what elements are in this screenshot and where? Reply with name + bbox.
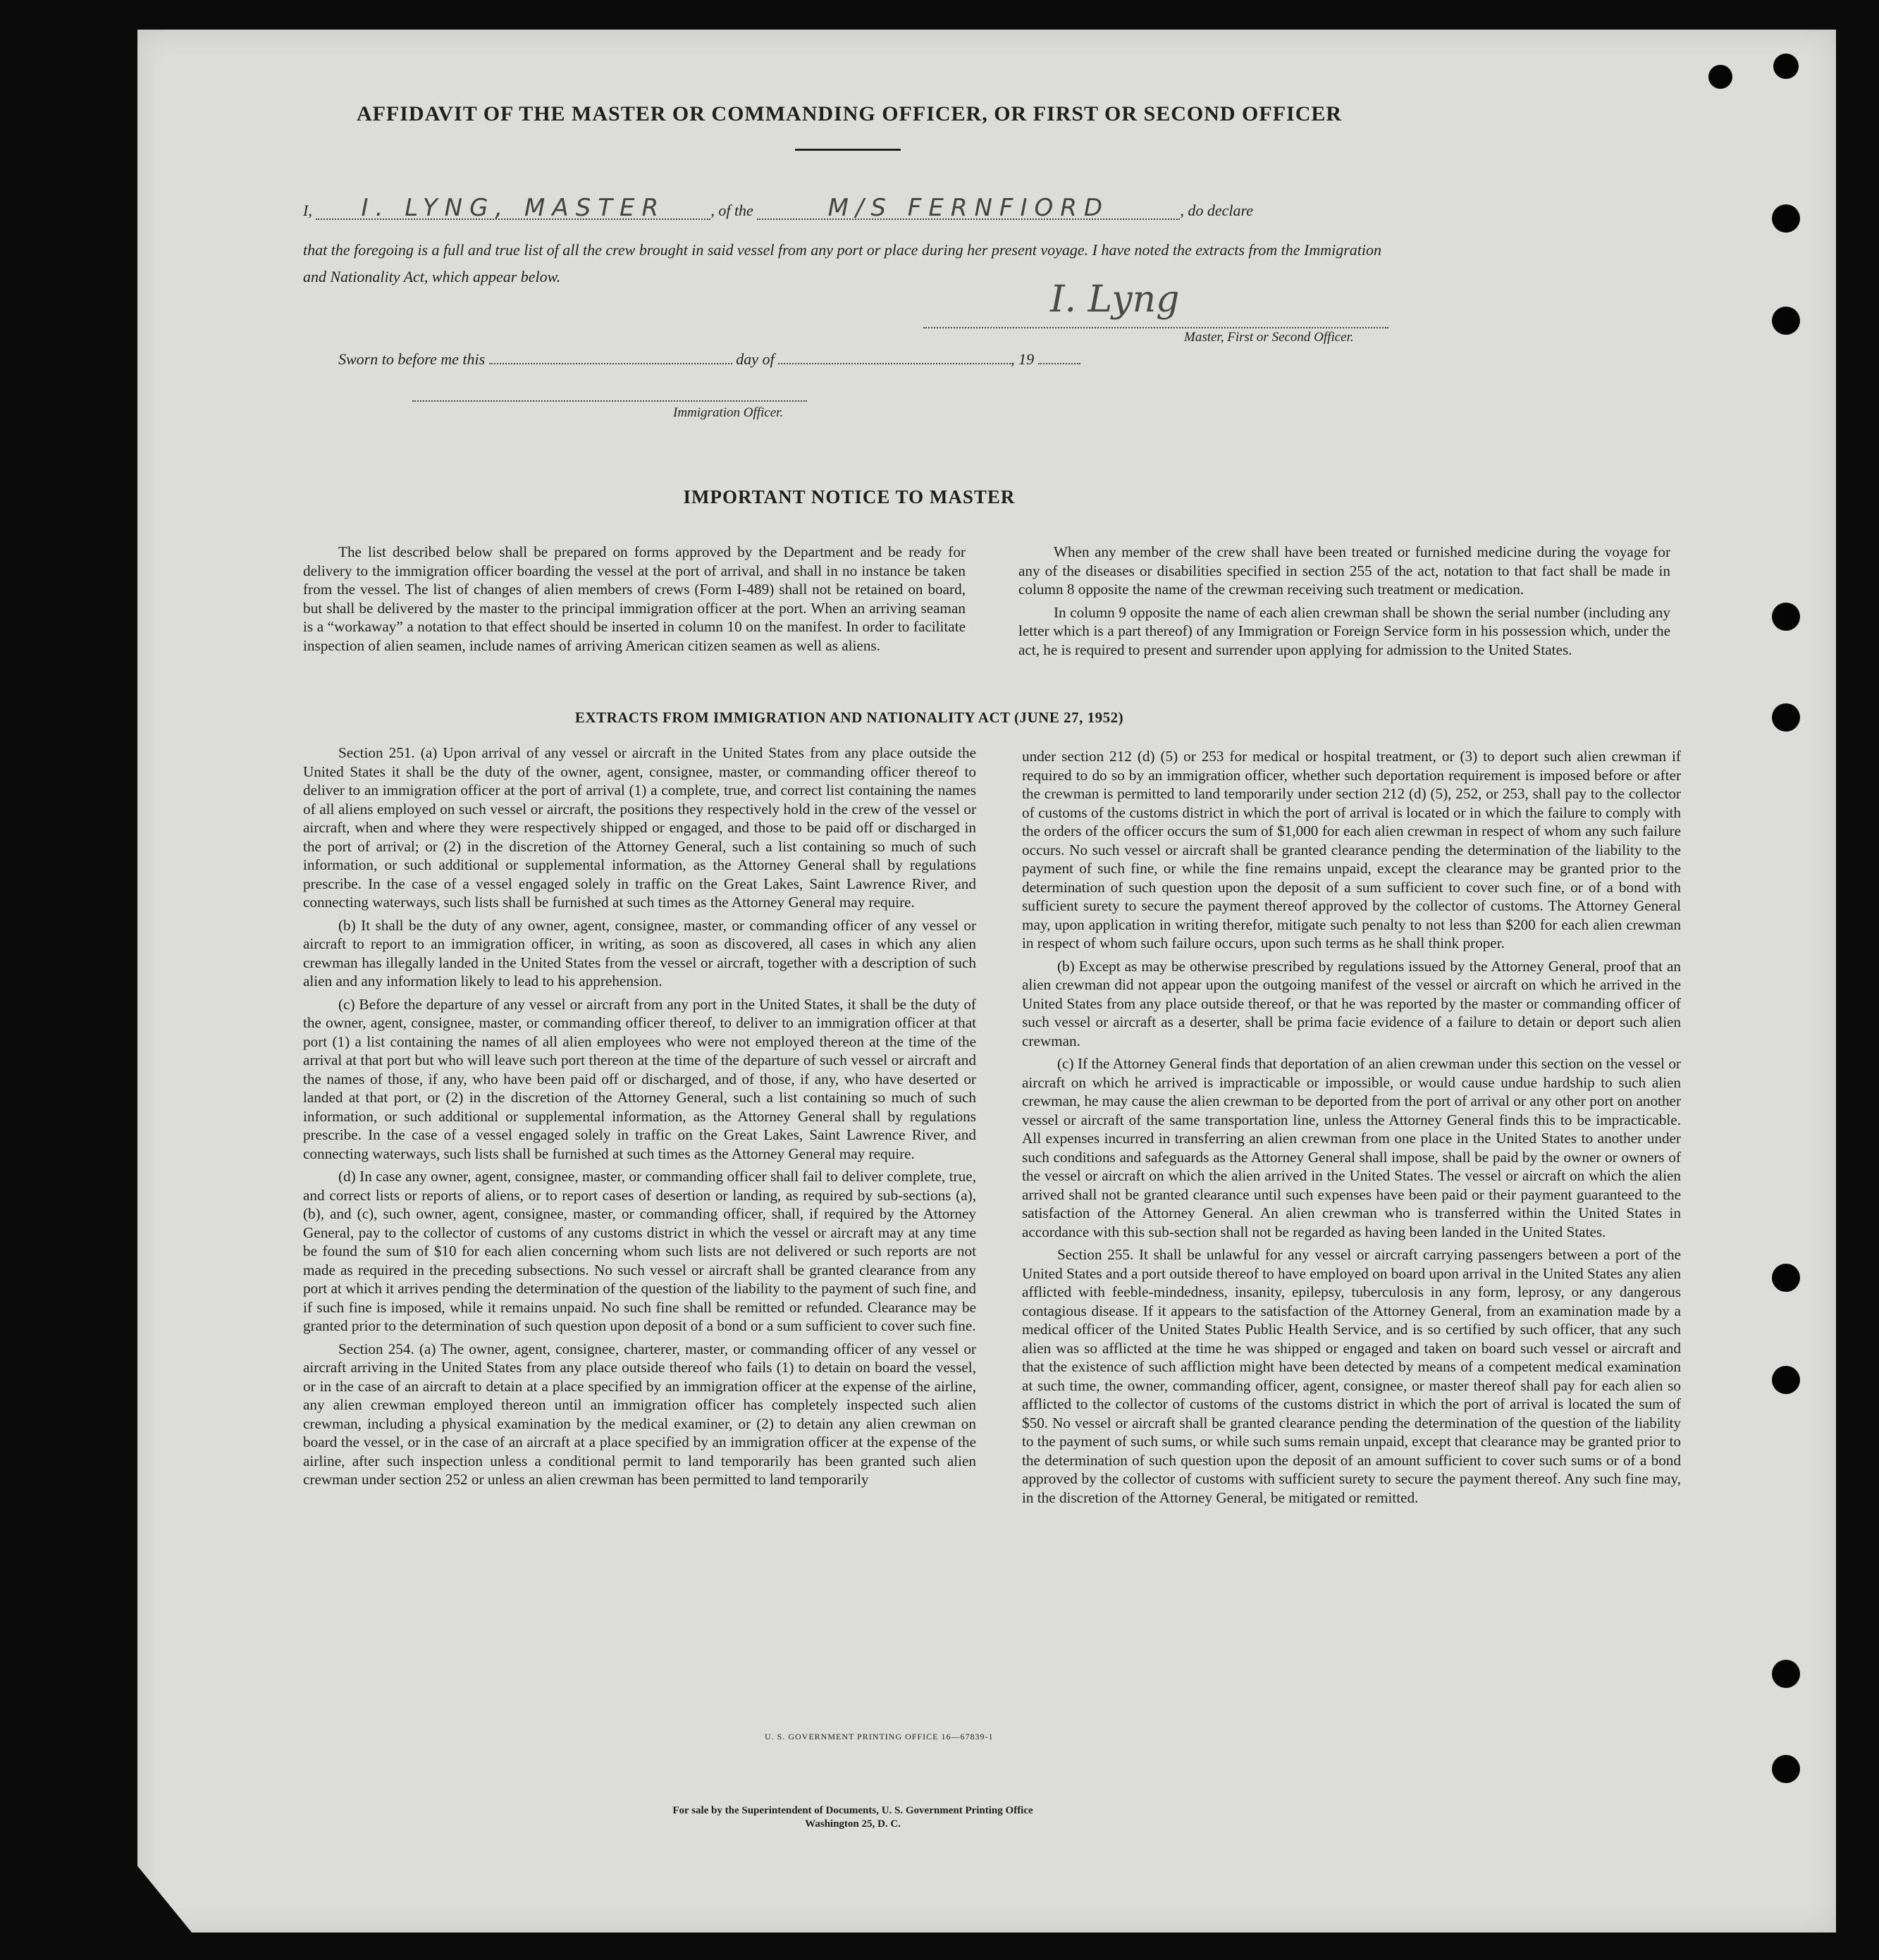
section-251-a: Section 251. (a) Upon arrival of any vessel or aircraft in the United States from any place outside the United States it shall be the duty of the owner, agent, consignee, master, or commanding officer thereof to deliver to an immigration officer at the port of arrival (1) a complete, true, and correct list containing the names of all aliens employed on such vessel or aircraft, the positions they respectively hold in the crew of the vessel or aircraft, when and where they were respectively shipped or engaged, and those to be paid off or discharged in the port of arrival; or (2) in the discretion of the Attorney General, such a list containing so much of such information, or such additional or supplemental information, as the Attorney General shall by regulations prescribe. In the case of a vessel engaged solely in traffic on the Great Lakes, Saint Lawrence River, and connecting waterways, such lists shall be furnished at such times as the Attorney General may require. — [303, 744, 976, 911]
notice-paragraph: The list described below shall be prepared on forms approved by the Department and be ready for delivery to the immigration officer boarding the vessel at the port of arrival, and shall in no instance be taken from the vessel. The list of changes of alien members of crews (Form I-489) shall not be retained on board, but shall be delivered by the master to the principal immigration officer at the port. When an arriving seaman is a “workaway” a notation to that effect should be inserted in column 10 on the manifest. In order to facilitate inspection of alien seamen, include names of arriving American citizen seamen as well as aliens. — [303, 543, 966, 654]
sworn-day-field[interactable] — [489, 352, 732, 364]
master-name-field[interactable]: I. LYNG, MASTER — [316, 197, 710, 220]
immigration-officer-caption: Immigration Officer. — [673, 405, 784, 420]
affidavit-title: AFFIDAVIT OF THE MASTER OR COMMANDING OFFICER, OR FIRST OR SECOND OFFICER — [356, 102, 1343, 125]
extracts-left-column — [303, 744, 976, 1493]
section-255: Section 255. It shall be unlawful for any vessel or aircraft carrying passengers between a port of the United States and a port outside thereof to have employed on board upon arrival in the United States any alien afflicted with feeble-mindedness, insanity, epilepsy, tuberculosis in any form, leprosy, or any dangerous contagious disease. If it appears to the satisfaction of the Attorney General, from an examination made by a medical officer of the United States Public Health Service, and is so certified by such officer, that any such alien was so afflicted at the time he was shipped or engaged and taken on board such vessel or aircraft and that the existence of such affliction might have been detected by means of a competent medical examination at such time, the owner, commanding officer, agent, consignee, or master thereof shall pay for each alien so afflicted to the collector of customs of the customs district in which the port of arrival is located the sum of $50. No vessel or aircraft shall be granted clearance pending the determination of the question of the liability to the payment of such sums, or while such sums remain unpaid, except that clearance may be granted prior to the determination of such question upon the deposit of an amount sufficient to cover such sums or of a bond approved by the collector of customs with sufficient surety to secure the payment thereof. Any such fine may, in the discretion of the Attorney General, be mitigated or remitted. — [1022, 1246, 1681, 1506]
section-251-b: (b) It shall be the duty of any owner, agent, consignee, master, or commanding officer of any vessel or aircraft to report to an immigration officer, in writing, as soon as discovered, all cases in which any alien crewman has illegally landed in the United States from the vessel or aircraft, together with a description of such alien and any information likely to lead to his apprehension. — [303, 916, 976, 990]
immigration-officer-signature-line[interactable] — [412, 400, 807, 402]
declaration-text: that the foregoing is a full and true list of all the crew brought in said vessel from any port or place during her present voyage. I have noted the extracts from the Immigration and Nationality Act, which appear below. — [303, 241, 1382, 285]
section-254-a: Section 254. (a) The owner, agent, consignee, charterer, master, or commanding officer of any vessel or aircraft arriving in the United States from any place outside thereof who fails (1) to detain on board the vessel, or in the case of an aircraft to detain at a place specified by an immigration officer at the expense of the airline, any alien crewman employed thereon until an immigration officer has completely inspected such alien crewman, including a physical examination by the medical examiner, or (2) to detain any alien crewman on board the vessel, or in the case of an aircraft at a place specified by an immigration officer at the expense of the airline, after such inspection unless a conditional permit to land temporarily has been granted such alien crewman under section 252 or unless an alien crewman has been permitted to land temporarily — [303, 1340, 976, 1488]
signature-line[interactable] — [923, 327, 1388, 328]
punch-hole — [1772, 1366, 1800, 1394]
master-signature: I. Lyng — [1050, 278, 1180, 321]
section-251-c: (c) Before the departure of any vessel or aircraft from any port in the United States, it shall be the duty of the owner, agent, consignee, master, or commanding officer thereof, to deliver to an immigration officer at that port (1) a list containing the names of all alien employees who were not employed thereon at the time of the arrival at that port but who will leave such port thereon at the time of the departure of such vessel or aircraft and the names of those, if any, who have been paid off or discharged, and of those, if any, who have deserted or landed at that port, or (2) in the discretion of the Attorney General, such a list containing so much of such information, or such additional or supplemental information, as the Attorney General shall by regulations prescribe. In the case of a vessel engaged solely in traffic on the Great Lakes, Saint Lawrence River, and connecting waterways, such lists shall be furnished at such times as the Attorney General may require. — [303, 995, 976, 1162]
declaration-line — [303, 194, 1396, 222]
sale-notice — [670, 1804, 1036, 1831]
sworn-day-label: day of — [736, 350, 775, 368]
notice-title: IMPORTANT NOTICE TO MASTER — [683, 486, 1016, 507]
extracts-title: EXTRACTS FROM IMMIGRATION AND NATIONALITY ACT (JUNE 27, 1952) — [574, 709, 1124, 726]
section-251-d: (d) In case any owner, agent, consignee, master, or commanding officer shall fail to deliver complete, true, and correct lists or reports of aliens, or to report cases of desertion or landing, as required by sub-sections (a), (b), and (c), such owner, agent, consignee, master, or commanding officer, shall, if required by the Attorney General, pay to the collector of customs of any customs district in which the vessel or aircraft may at any time be found the sum of $10 for each alien concerning whom such lists are not delivered or such reports are not made as required in the preceding subsections. No such vessel or aircraft shall be granted clearance from any port at which it arrives pending the determination of the question of the liability to the payment of such fine, and if such fine is imposed, while it remains unpaid. No such fine shall be remitted or refunded. Clearance may be granted prior to the determination of such question upon deposit of a bond or a sum sufficient to cover such fine. — [303, 1168, 976, 1334]
sworn-month-field[interactable] — [778, 352, 1011, 364]
i-prefix: I, — [303, 202, 312, 219]
section-254-c: (c) If the Attorney General finds that deportation of an alien crewman under this section on the vessel or aircraft on which he arrived is impracticable or impossible, or would cause undue hardship to such alien crewman, he may cause the alien crewman to be deported from the port of arrival or any other port on another vessel or aircraft of the same transportation line, unless the Attorney General finds this to be impracticable. All expenses incurred in transferring an alien crewman from one place in the United States to another under such conditions and safeguards as the Attorney General shall impose, shall be paid by the owner or owners of the vessel or aircraft on which the alien arrived in the United States. The vessel or aircraft on which the alien arrived shall not be granted clearance until such expenses have been paid or their payment guaranteed to the satisfaction of the Attorney General. An alien crewman who is transferred within the United States in accordance with this sub-section shall not be regarded as having been landed in the United States. — [1022, 1055, 1681, 1240]
signature-caption: Master, First or Second Officer. — [1184, 330, 1354, 345]
sale-line-1: For sale by the Superintendent of Documents, U. S. Government Printing Office — [672, 1805, 1033, 1816]
notice-right-column — [1018, 543, 1670, 663]
sale-line-2: Washington 25, D. C. — [805, 1818, 901, 1830]
extracts-right-column — [1022, 747, 1681, 1511]
sworn-prefix: Sworn to before me this — [338, 350, 486, 368]
punch-hole — [1772, 603, 1800, 631]
sworn-year-field[interactable] — [1038, 352, 1080, 364]
punch-hole — [1708, 65, 1732, 89]
sworn-line — [338, 350, 1184, 369]
punch-hole — [1772, 1660, 1800, 1688]
punch-hole — [1772, 1264, 1800, 1292]
notice-paragraph: When any member of the crew shall have been treated or furnished medicine during the voyage for any of the diseases or disabilities specified in section 255 of the act, notation to that fact shall be made in column 8 opposite the name of the crewman receiving such treatment or medication. — [1018, 543, 1670, 598]
section-254-b: (b) Except as may be otherwise prescribed by regulations issued by the Attorney General, proof that an alien crewman did not appear upon the outgoing manifest of the vessel or aircraft on which he arrived in the United States from any place outside thereof, or that he was reported by the master or commanding officer of such vessel or aircraft as a deserter, shall be prima facie evidence of a failure to detain or deport such alien crewman. — [1022, 957, 1681, 1049]
notice-left-column — [303, 543, 966, 659]
punch-hole — [1772, 1755, 1800, 1783]
notice-paragraph: In column 9 opposite the name of each alien crewman shall be shown the serial number (including any letter which is a part thereof) of any Immigration or Foreign Service form in his possession which, under the act, he is required to present and surrender upon applying for admission to the United States. — [1018, 603, 1670, 658]
do-declare-label: , do declare — [1180, 202, 1253, 219]
punch-hole — [1773, 54, 1799, 79]
punch-hole — [1772, 703, 1800, 732]
punch-hole — [1772, 307, 1800, 335]
section-254-a-continued: under section 212 (d) (5) or 253 for medical or hospital treatment, or (3) to deport such alien crewman if required to do so by an immigration officer, whether such deportation requirement is imposed before or after the crewman is permitted to land temporarily under section 212 (d) (5), 252, or 253, shall pay to the collector of customs of the customs district in which the port of arrival is located or in which the failure to comply with the orders of the officer occurs the sum of $1,000 for each alien crewman in respect of whom any such failure occurs. No such vessel or aircraft shall be granted clearance pending the determination of the liability to the payment of such fine, or while the fine remains unpaid, except the clearance may be granted prior to the determination of such question upon the deposit of a sum sufficient to cover such fine, or of a bond with sufficient surety to secure the payment thereof approved by the collector of customs. The Attorney General may, upon application in writing therefor, mitigate such penalty to not less than $200 for each alien crewman in respect of whom such failure occurs, upon such terms as he shall think proper. — [1022, 748, 1681, 951]
vessel-name-field[interactable]: M/S FERNFIORD — [757, 197, 1180, 220]
sworn-year-label: , 19 — [1011, 350, 1035, 368]
title-divider — [795, 149, 901, 151]
printer-mark: U. S. GOVERNMENT PRINTING OFFICE 16—67839-1 — [765, 1732, 994, 1742]
of-the-label: , of the — [710, 202, 753, 219]
punch-hole — [1772, 204, 1800, 233]
